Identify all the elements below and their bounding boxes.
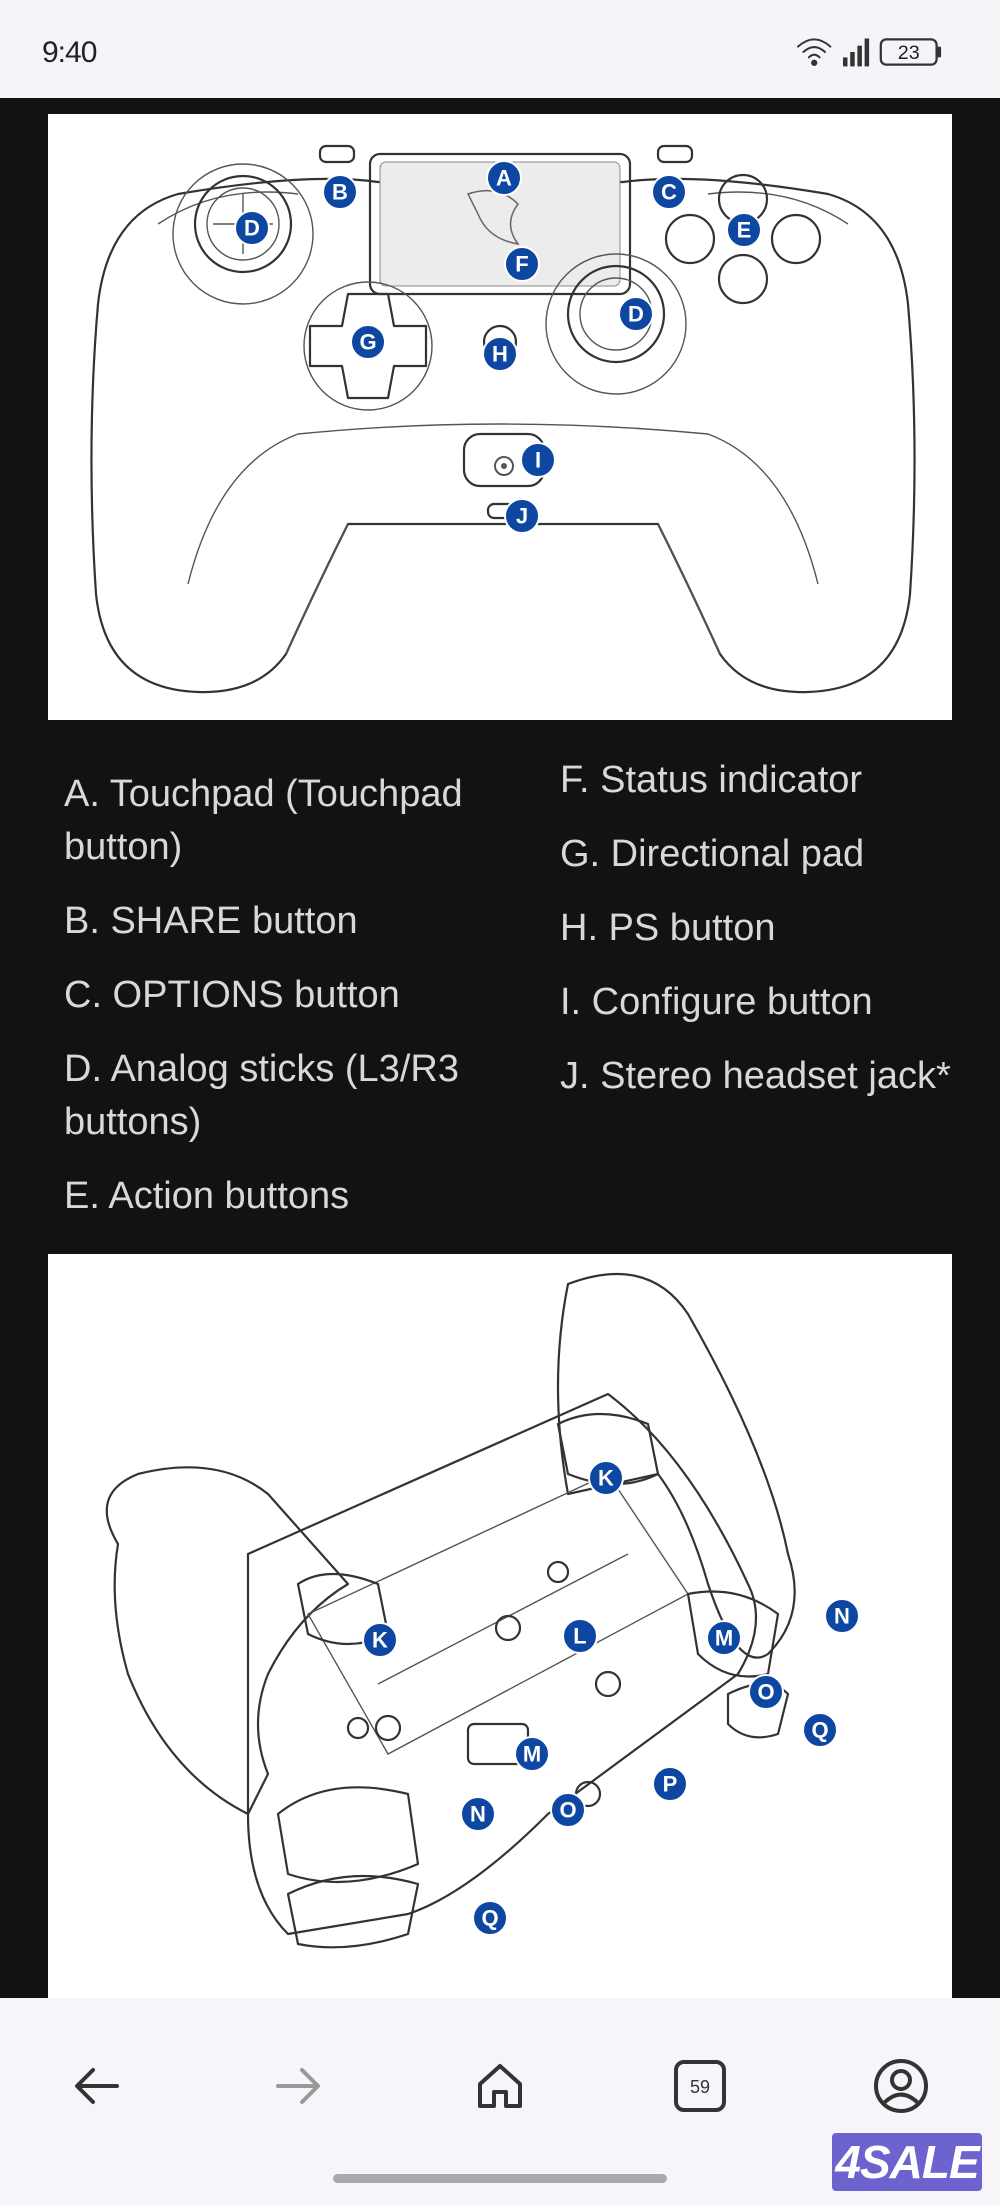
legend-item: F. Status indicator — [560, 759, 863, 801]
wifi-icon — [798, 39, 830, 66]
tabs-count: 59 — [689, 2077, 711, 2097]
label-k-left — [363, 1623, 397, 1657]
svg-text:B: B — [332, 179, 348, 205]
legend-item: H. PS button — [560, 907, 776, 949]
status-bar — [0, 0, 1000, 98]
legend-item: E. Action buttons — [64, 1175, 350, 1217]
status-time: 9:40 — [42, 36, 97, 69]
svg-text:J: J — [515, 503, 529, 529]
svg-text:M: M — [522, 1741, 542, 1767]
label-m-right — [707, 1621, 741, 1655]
label-a — [487, 161, 521, 195]
svg-text:L: L — [573, 1623, 587, 1649]
label-g — [351, 325, 385, 359]
legend-item: B. SHARE button — [64, 900, 358, 942]
back-arrow-icon — [69, 2058, 125, 2114]
label-o-right — [749, 1675, 783, 1709]
legend-item: D. Analog sticks (L3/R3 buttons) — [64, 1048, 459, 1143]
legend-item: G. Directional pad — [560, 833, 865, 875]
home-button[interactable] — [460, 2046, 540, 2126]
battery-level: 23 — [897, 41, 920, 64]
label-e — [727, 213, 761, 247]
legend-item: J. Stereo headset jack* — [560, 1055, 951, 1097]
label-m-left — [515, 1737, 549, 1771]
legend-item: C. OPTIONS button — [64, 974, 400, 1016]
svg-text:F: F — [515, 251, 529, 277]
status-icons — [780, 34, 960, 70]
svg-text:O: O — [559, 1797, 577, 1823]
svg-text:P: P — [662, 1771, 678, 1797]
svg-text:E: E — [736, 217, 752, 243]
home-icon — [472, 2058, 528, 2114]
account-icon — [871, 2056, 931, 2116]
label-p — [653, 1767, 687, 1801]
svg-text:H: H — [492, 341, 508, 367]
forward-button[interactable] — [258, 2046, 338, 2126]
svg-text:N: N — [470, 1801, 486, 1827]
tabs-button[interactable] — [660, 2046, 740, 2126]
tabs-icon — [670, 2056, 730, 2116]
label-n-left — [461, 1797, 495, 1831]
legend-item: I. Configure button — [560, 981, 873, 1023]
svg-text:O: O — [757, 1679, 775, 1705]
signal-icon — [843, 39, 869, 67]
svg-text:G: G — [359, 329, 377, 355]
svg-text:D: D — [244, 215, 260, 241]
home-indicator[interactable] — [333, 2174, 667, 2183]
watermark-logo: 4SALE — [832, 2133, 982, 2191]
svg-text:A: A — [496, 165, 512, 191]
controller-back-diagram — [48, 1254, 952, 1998]
svg-text:Q: Q — [811, 1717, 829, 1743]
parts-legend — [0, 759, 1000, 1248]
label-b — [323, 175, 357, 209]
label-d-right — [619, 297, 653, 331]
svg-text:C: C — [661, 179, 677, 205]
label-i — [521, 443, 555, 477]
label-d-left — [235, 211, 269, 245]
svg-text:K: K — [372, 1627, 388, 1653]
label-q-right — [803, 1713, 837, 1747]
battery-icon — [881, 39, 941, 64]
account-button[interactable] — [861, 2046, 941, 2126]
legend-right-column — [560, 754, 980, 1124]
svg-text:K: K — [598, 1465, 614, 1491]
svg-text:I: I — [534, 447, 542, 473]
svg-text:D: D — [628, 301, 644, 327]
controller-front-diagram — [48, 114, 952, 720]
label-k-right — [589, 1461, 623, 1495]
forward-arrow-icon — [270, 2058, 326, 2114]
gear-icon — [495, 457, 513, 475]
article-content[interactable] — [0, 98, 1000, 1998]
legend-item: A. Touchpad (Touchpad button) — [64, 773, 463, 868]
label-n-right — [825, 1599, 859, 1633]
browser-nav-bar — [0, 1998, 1000, 2205]
legend-left-column — [64, 768, 524, 1244]
label-q-left — [473, 1901, 507, 1935]
label-j — [505, 499, 539, 533]
label-f — [505, 247, 539, 281]
svg-text:N: N — [834, 1603, 850, 1629]
label-o-left — [551, 1793, 585, 1827]
label-h — [483, 337, 517, 371]
back-button[interactable] — [57, 2046, 137, 2126]
svg-text:M: M — [714, 1625, 734, 1651]
label-c — [652, 175, 686, 209]
label-l — [563, 1619, 597, 1653]
svg-text:Q: Q — [481, 1905, 499, 1931]
